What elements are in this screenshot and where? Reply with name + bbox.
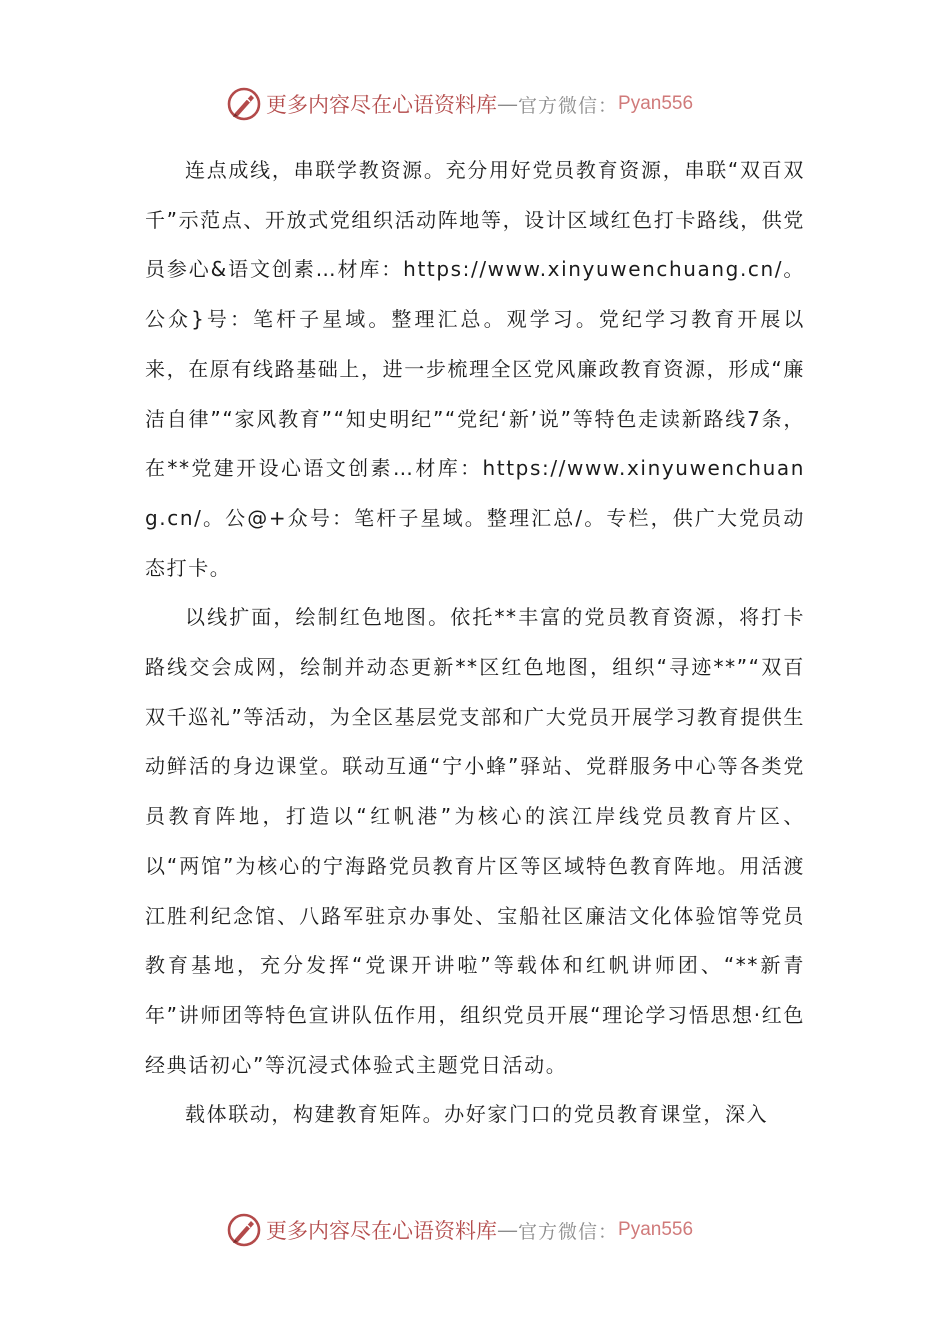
brand-separator: — bbox=[497, 92, 518, 116]
footer-banner bbox=[226, 1210, 693, 1250]
wechat-id: Pyan556 bbox=[618, 93, 694, 114]
pen-circle-logo-icon bbox=[226, 1212, 262, 1248]
brand-separator: — bbox=[497, 1218, 518, 1242]
paragraph-3: 载体联动，构建教育矩阵。办好家门口的党员教育课堂，深入 bbox=[185, 1102, 769, 1127]
paragraph-1: 连点成线，串联学教资源。充分用好党员教育资源，串联“双百双千”示范点、开放式党组织活动阵地等，设计区域红色打卡路线，供党员参心&语文创素…材库：https://www.xinyuwenchuang.cn/。公众}号：笔杆子星域。整理汇总。观学习。党纪学习教育开展以来，在原有线路基础上，进一步梳理全区党风廉政教育资源，形成“廉洁自律”“家风教育”“知史明纪”“党纪‘新’说”等特色走读新路线7条，在**党建开设心语文创素…材库：https://www.xinyuwenchuang.cn/。公@+众号：笔杆子星域。整理汇总/。专栏，供广大党员动态打卡。 bbox=[145, 158, 805, 580]
brand-text: 更多内容尽在心语资料库 bbox=[266, 1219, 497, 1243]
wechat-label: 官方微信： bbox=[518, 1220, 619, 1243]
header-banner bbox=[226, 84, 693, 124]
paragraph-2: 以线扩面，绘制红色地图。依托**丰富的党员教育资源，将打卡路线交会成网，绘制并动态更新**区红色地图，组织“寻迹**”“双百双千巡礼”等活动，为全区基层党支部和广大党员开展学习教育提供生动鲜活的身边课堂。联动互通“宁小蜂”驿站、党群服务中心等各类党员教育阵地，打造以“红帆港”为核心的滨江岸线党员教育片区、以“两馆”为核心的宁海路党员教育片区等区域特色教育阵地。用活渡江胜利纪念馆、八路军驻京办事处、宝船社区廉洁文化体验馆等党员教育基地，充分发挥“党课开讲啦”等载体和红帆讲师团、“**新青年”讲师团等特色宣讲队伍作用，组织党员开展“理论学习悟思想·红色经典话初心”等沉浸式体验式主题党日活动。 bbox=[145, 605, 805, 1077]
brand-text: 更多内容尽在心语资料库 bbox=[266, 93, 497, 117]
wechat-id: Pyan556 bbox=[618, 1219, 694, 1240]
pen-circle-logo-icon bbox=[226, 86, 262, 122]
wechat-label: 官方微信： bbox=[518, 94, 619, 117]
document-body bbox=[145, 146, 805, 1140]
